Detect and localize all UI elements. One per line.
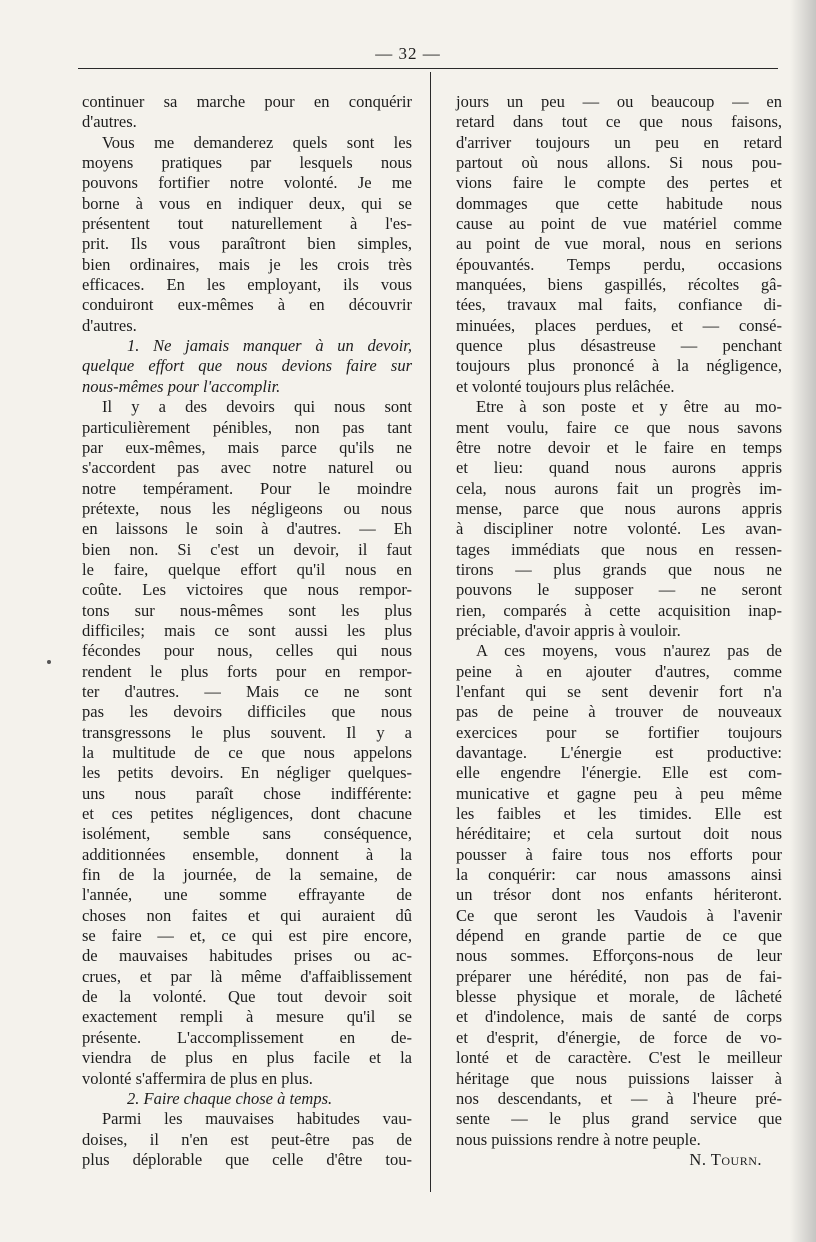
text-line: bien ordinaires, mais je les crois très <box>82 254 412 274</box>
text-line: présente. L'accomplissement en de- <box>82 1027 412 1047</box>
text-line: le faire, quelque effort qu'il nous en <box>82 559 412 579</box>
scan-edge-shadow <box>790 0 816 1242</box>
text-line: davantage. L'énergie est productive: <box>456 743 782 762</box>
text-line: d'arriver toujours un peu en retard <box>456 132 782 152</box>
text-line: lonté et de caractère. C'est le meilleur <box>456 1048 782 1068</box>
text-line: volonté s'affermira de plus en plus. <box>82 1068 313 1088</box>
text-line: pouvons fortifier notre volonté. Je me <box>82 173 412 193</box>
text-line: héréditaire; et cela surtout doit nous <box>456 824 782 844</box>
text-line: quence plus désastreuse — penchant <box>456 336 782 356</box>
scan-speck <box>47 660 51 664</box>
text-line: ter d'autres. — Mais ce ne sont <box>82 681 412 701</box>
text-line: difficiles; mais ce sont aussi les plus <box>82 620 412 640</box>
text-line: prit. Ils vous paraîtront bien simples, <box>82 234 412 254</box>
text-line: mense, parce que nous aurons appris <box>456 498 782 518</box>
text-line: préciable, d'avoir appris à vouloir. <box>456 620 681 640</box>
text-line: cela, nous aurons fait un progrès im- <box>456 478 782 498</box>
text-line: nous-mêmes pour l'accomplir. <box>82 376 281 396</box>
text-line: doises, il n'en est peut-être pas de <box>82 1129 412 1149</box>
text-line: épouvantés. Temps perdu, occasions <box>456 254 782 274</box>
text-line: minuées, places perdues, et — consé- <box>456 315 782 335</box>
right-column <box>456 92 782 1170</box>
text-line: manquées, biens gaspillés, récoltes gâ- <box>456 275 782 295</box>
text-line: et ces petites négligences, dont chacune <box>82 804 412 824</box>
text-line: tons sur nous-mêmes sont les plus <box>82 600 412 620</box>
text-line: moyens pratiques par lesquels nous <box>82 153 412 173</box>
text-line: Ce que seront les Vaudois à l'avenir <box>456 905 782 925</box>
text-line: continuer sa marche pour en conquérir <box>82 92 412 111</box>
text-line: bien non. Si c'est un devoir, il faut <box>82 539 412 559</box>
text-line: fécondes pour nous, celles qui nous <box>82 641 412 661</box>
text-line: par eux-mêmes, mais parce qu'ils ne <box>82 437 412 457</box>
text-line: vions faire le compte des pertes et <box>456 173 782 193</box>
text-line: et d'indolence, mais de santé de corps <box>456 1007 782 1027</box>
text-line: peine à en ajouter d'autres, comme <box>456 661 782 681</box>
text-line: présentent tout naturellement à l'es- <box>82 214 412 234</box>
text-line: quelque effort que nous devions faire sur <box>82 356 412 376</box>
text-line: l'année, une somme effrayante de <box>82 885 412 905</box>
text-line: plus déplorable que celle d'être tou- <box>82 1149 412 1169</box>
text-line: nous sommes. Efforçons-nous de leur <box>456 946 782 966</box>
text-line: nos descendants, et — à l'heure pré- <box>456 1088 782 1108</box>
text-line: de la volonté. Que tout devoir soit <box>82 987 412 1007</box>
text-line: coûte. Les victoires que nous rempor- <box>82 580 412 600</box>
text-line: transgressons le plus souvent. Il y a <box>82 722 412 742</box>
text-line: municative et gagne peu à peu même <box>456 783 782 803</box>
text-line: pas de peine à trouver de nouveaux <box>456 702 782 722</box>
text-line: cause au point de vue matériel comme <box>456 214 782 234</box>
text-line: tées, travaux mal faits, confiance di- <box>456 295 782 315</box>
page-number: — 32 — <box>375 44 441 63</box>
text-line: un trésor dont nos enfants hériteront. <box>456 885 782 905</box>
text-line: exercices pour se fortifier toujours <box>456 722 782 742</box>
text-line: borne à vous en indiquer deux, qui se <box>82 193 412 213</box>
text-line: toujours plus prononcé à la négligence, <box>456 356 782 376</box>
text-line: et volonté toujours plus relâchée. <box>456 376 675 396</box>
text-line: l'enfant qui se sent devenir fort n'a <box>456 681 782 701</box>
text-line: isolément, semble sans conséquence, <box>82 824 412 844</box>
text-line: 2. Faire chaque chose à temps. <box>127 1088 333 1108</box>
text-line: la conquérir: car nous amassons ainsi <box>456 865 782 885</box>
text-line: conduiront eux-mêmes à en découvrir <box>82 295 412 315</box>
text-line: ment voulu, faire ce que nous savons <box>456 417 782 437</box>
text-line: notre tempérament. Pour le moindre <box>82 478 412 498</box>
text-line: et d'esprit, d'énergie, de force de vo- <box>456 1027 782 1047</box>
text-line: les petits devoirs. En négliger quelques- <box>82 763 412 783</box>
text-line: partout où nous allons. Si nous pou- <box>456 153 782 173</box>
text-line: Parmi les mauvaises habitudes vau- <box>102 1109 412 1129</box>
text-line: préparer une hérédité, non pas de fai- <box>456 966 782 986</box>
text-line: tirons — plus grands que nous ne <box>456 559 782 579</box>
text-line: d'autres. <box>82 315 137 335</box>
text-line: la multitude de ce que nous appelons <box>82 743 412 762</box>
text-line: uns nous paraît chose indifférente: <box>82 783 412 803</box>
text-line: être notre devoir et le faire en temps <box>456 437 782 457</box>
text-line: en laissons le soin à d'autres. — Eh <box>82 519 412 539</box>
text-line: blesse physique et morale, de lâcheté <box>456 987 782 1007</box>
text-line: héritage que nous puissions laisser à <box>456 1068 782 1088</box>
text-line: fin de la journée, de la semaine, de <box>82 865 412 885</box>
text-line: viendra de plus en plus facile et la <box>82 1048 412 1068</box>
text-line: dommages que cette habitude nous <box>456 193 782 213</box>
text-line: A ces moyens, vous n'aurez pas de <box>476 641 782 661</box>
text-line: 1. Ne jamais manquer à un devoir, <box>127 336 412 356</box>
text-line: se faire — et, ce qui est pire encore, <box>82 926 412 946</box>
text-line: Il y a des devoirs qui nous sont <box>102 397 412 417</box>
text-line: Etre à son poste et y être au mo- <box>476 397 782 417</box>
text-line: particulièrement pénibles, non pas tant <box>82 417 412 437</box>
text-line: choses non faites et qui auraient dû <box>82 905 412 925</box>
text-line: pouvons le supposer — ne seront <box>456 580 782 600</box>
text-line: dépend en grande partie de ce que <box>456 926 782 946</box>
header-rule <box>78 68 778 69</box>
text-line: à discipliner notre volonté. Les avan- <box>456 519 782 539</box>
text-line: de mauvaises habitudes prises ou ac- <box>82 946 412 966</box>
text-line: et lieu: quand nous aurons appris <box>456 458 782 478</box>
text-line: jours un peu — ou beaucoup — en <box>456 92 782 111</box>
text-line: exactement rempli à mesure qu'il se <box>82 1007 412 1027</box>
text-line: les faibles et les timides. Elle est <box>456 804 782 824</box>
text-line: Vous me demanderez quels sont les <box>102 132 412 152</box>
text-line: retard dans tout ce que nous faisons, <box>456 112 782 132</box>
text-line: crues, et par là même d'affaiblissement <box>82 966 412 986</box>
text-line: prétexte, nous les négligeons ou nous <box>82 498 412 518</box>
text-line: d'autres. <box>82 112 137 132</box>
text-line: pousser à faire tous nos efforts pour <box>456 844 782 864</box>
text-line: elle engendre l'énergie. Elle est com- <box>456 763 782 783</box>
text-line: efficaces. En les employant, ils vous <box>82 275 412 295</box>
author-signature: N. Tourn. <box>689 1149 762 1169</box>
text-line: au point de vue moral, nous en serions <box>456 234 782 254</box>
text-line: nous puissions rendre à notre peuple. <box>456 1129 701 1149</box>
column-divider <box>430 72 431 1192</box>
text-line: rendent le plus forts pour en rempor- <box>82 661 412 681</box>
text-line: additionnées ensemble, donnent à la <box>82 844 412 864</box>
text-line: pas les devoirs difficiles que nous <box>82 702 412 722</box>
left-column <box>82 92 412 1170</box>
text-line: rien, comparés à cette acquisition inap- <box>456 600 782 620</box>
text-line: sente — le plus grand service que <box>456 1109 782 1129</box>
text-line: tages immédiats que nous en ressen- <box>456 539 782 559</box>
text-line: s'accordent pas avec notre naturel ou <box>82 458 412 478</box>
